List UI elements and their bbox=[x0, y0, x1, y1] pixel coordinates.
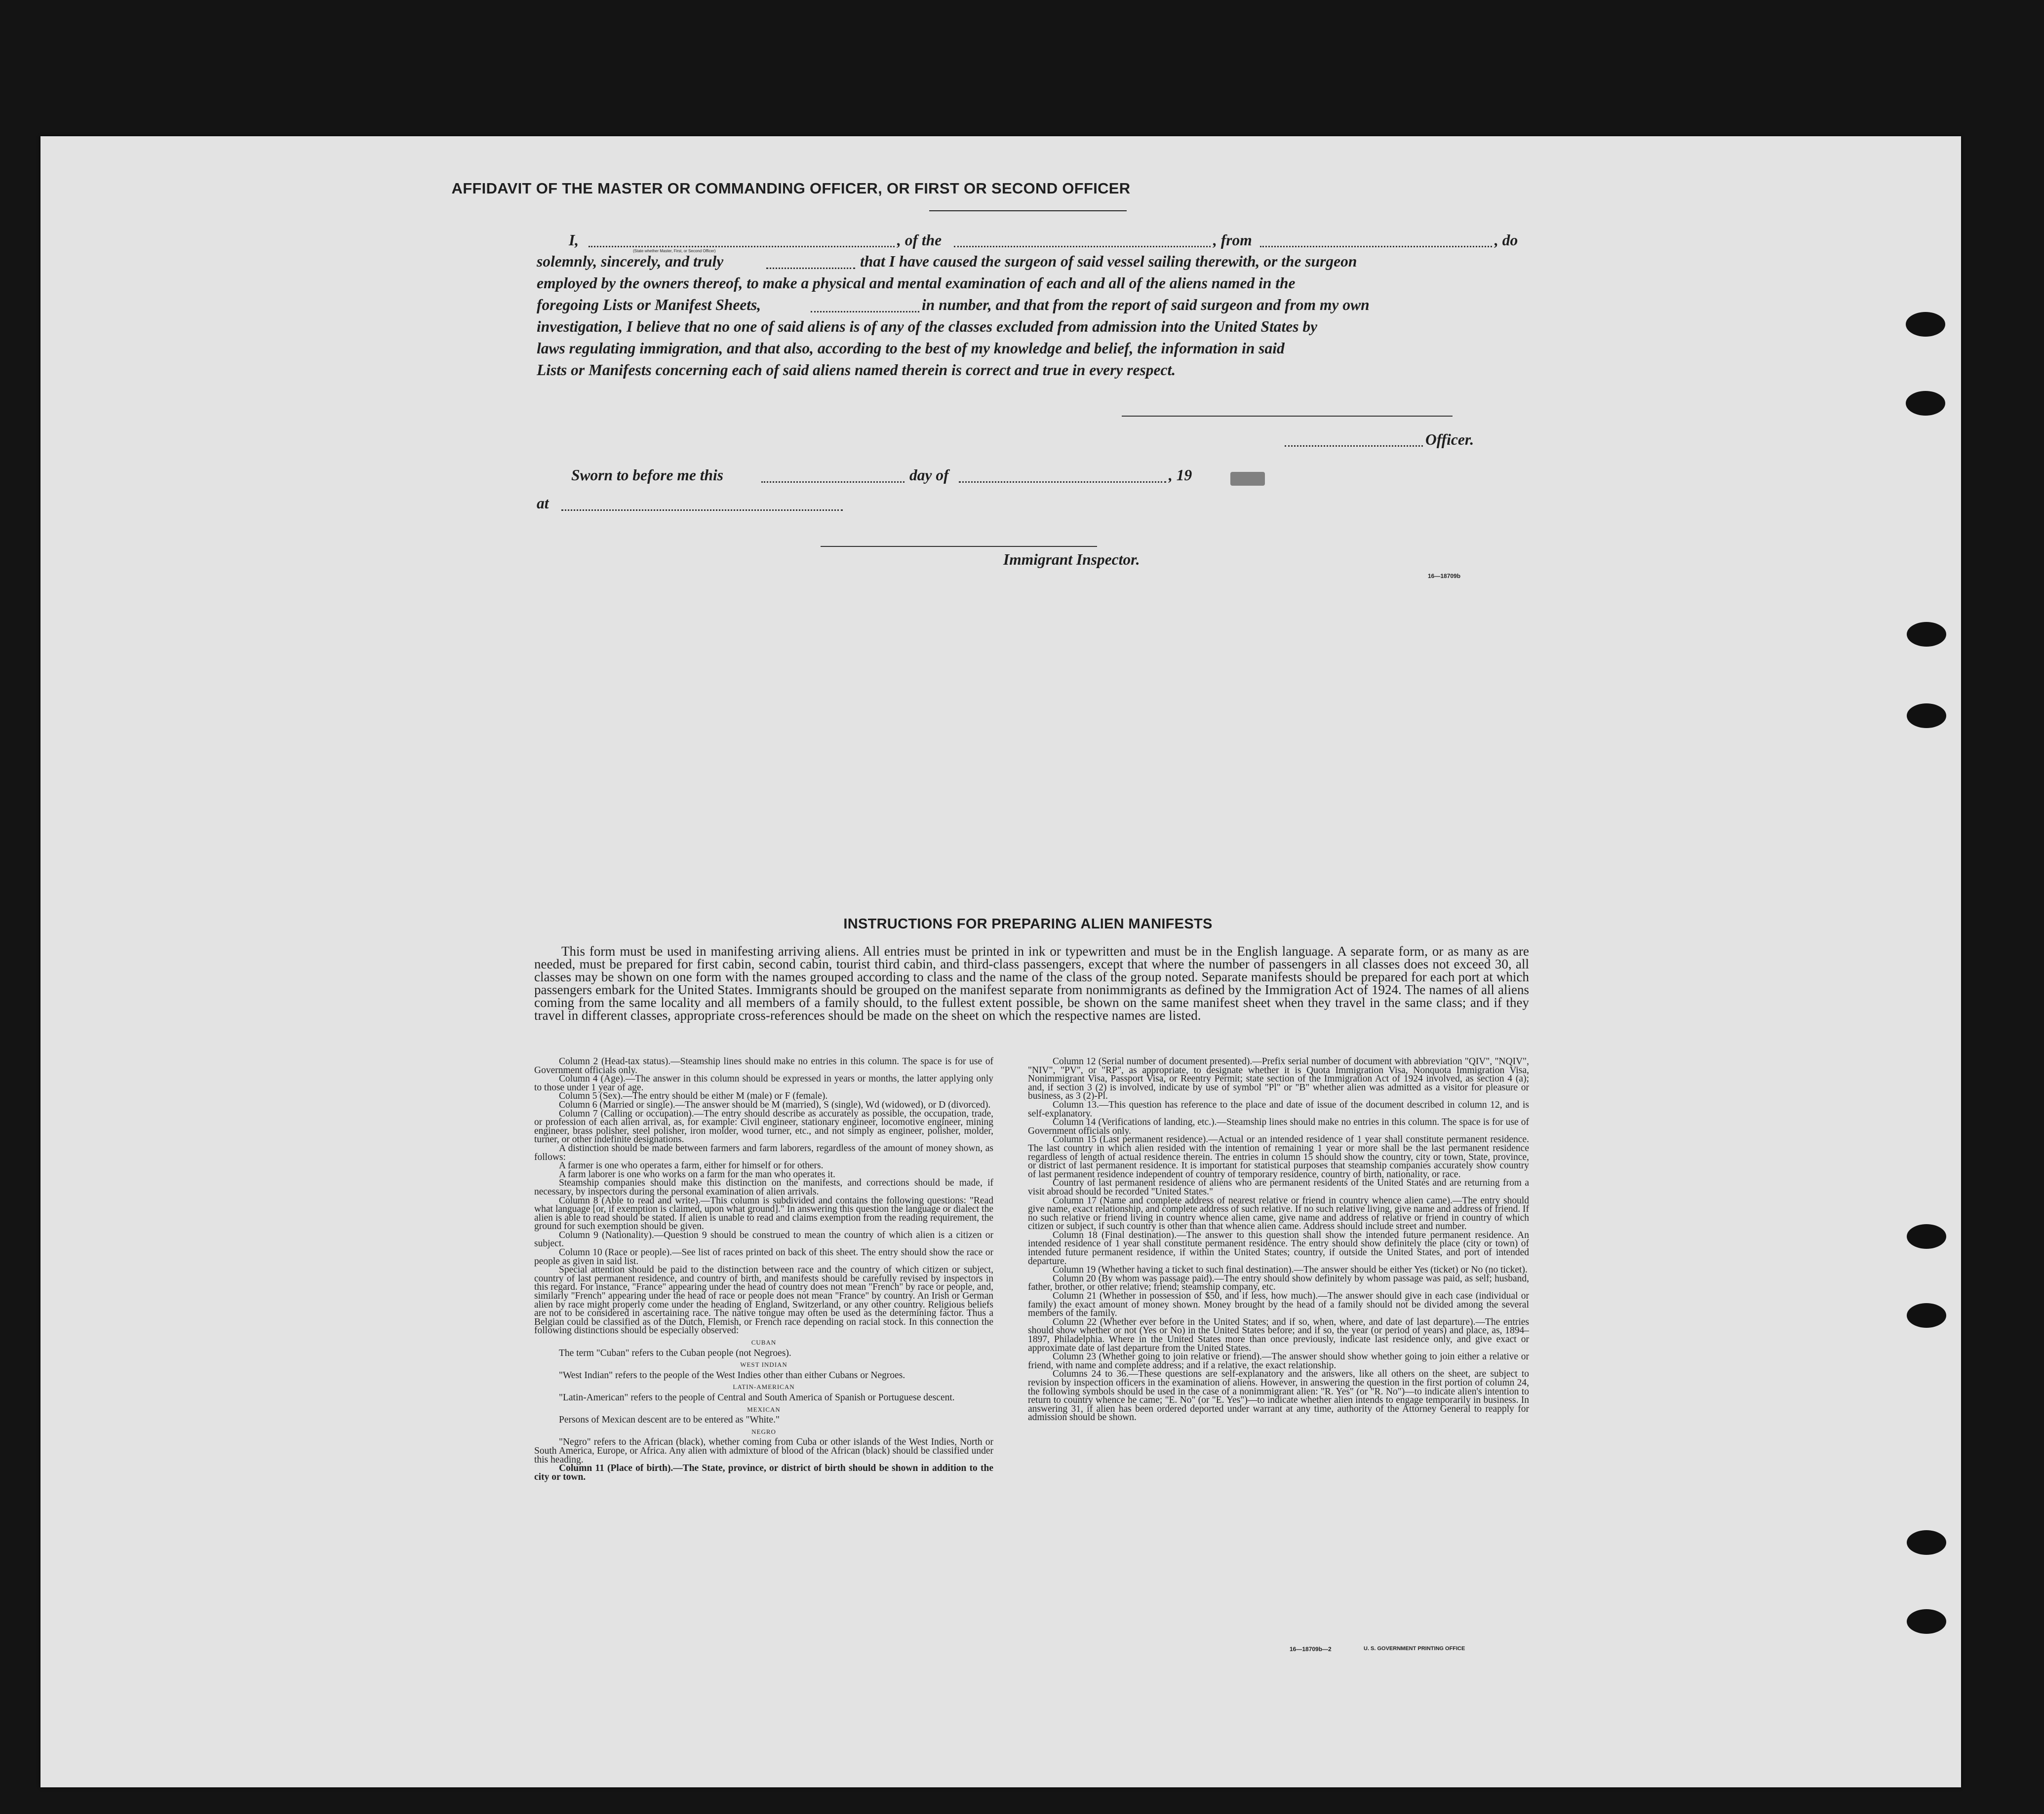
punch-hole bbox=[1906, 391, 1945, 416]
heading-west-indian: WEST INDIAN bbox=[740, 1361, 787, 1369]
right-para: Column 13.—This question has reference to the place and date of issue of the document described in column 12, and is self-explanatory. bbox=[1028, 1099, 1529, 1119]
right-para: Column 21 (Whether in possession of $50, and if less, how much).—The answer should give in each case (individual or family) the exact amount of money shown. Money brought by the head of a family should not be divided among the several members of the family. bbox=[1028, 1291, 1529, 1319]
date-blank bbox=[766, 268, 855, 269]
officer-label: Officer. bbox=[1425, 431, 1474, 448]
instructions-intro: This form must be used in manifesting arriving aliens. All entries must be printed in ink or typewritten and must be in the English language. A separate form, or as many as are needed, must be prepared for first cabin, second cabin, tourist third cabin, and third-class passengers, except that where the number of passengers in all classes does not exceed 30, all classes may be shown on one form with the names grouped according to class and the name of the class of the group noted. Separate manifests should be prepared for each port at which passengers embark for the United States. Immigrants should be grouped on the manifest separate from nonimmigrants as defined by the Immigration Act of 1924. The names of all aliens coming from the same locality and all members of a family should, to the fullest extent possible, be shown on the same manifest sheet when they travel in the same class; and if they travel in different classes, appropriate cross-references should be made on the sheet on which the respective names are listed. bbox=[534, 944, 1529, 1023]
place-blank bbox=[561, 509, 843, 511]
officer-title-blank bbox=[1285, 445, 1423, 447]
right-para: Column 22 (Whether ever before in the United States; and if so, when, where, and date of last departure).—The entries should show whether or not (Yes or No) in the United States before; and if so, the year (or period of years) and place, as, 1894–1897, Philadelphia. Where in the United States more than once previously, indicate last residence only, and give exact or approximate date of last departure from the United States. bbox=[1028, 1316, 1529, 1353]
form-code: 16—18709b bbox=[1428, 573, 1461, 579]
right-para: Column 20 (By whom was passage paid).—The entry should show definitely by whom passage was paid, as self; husband, father, brother, or other relative; friend; steamship company, etc. bbox=[1028, 1273, 1529, 1293]
punch-hole bbox=[1907, 1224, 1946, 1249]
left-para: Column 2 (Head-tax status).—Steamship lines should make no entries in this column. The space is for use of Government officials only. bbox=[534, 1056, 993, 1076]
signature-line bbox=[1122, 416, 1453, 417]
aff-do: , do bbox=[1494, 232, 1518, 249]
left-para: Steamship companies should make this distinction on the manifests, and corrections should be made, if necessary, by inspectors during the personal examination of alien arrivals. bbox=[534, 1178, 993, 1197]
left-para: Column 9 (Nationality).—Question 9 should be construed to mean the country of which alien is a citizen or subject. bbox=[534, 1230, 993, 1249]
aff-of-the: , of the bbox=[897, 232, 942, 249]
right-para: Column 15 (Last permanent residence).—Actual or an intended residence of 1 year shall constitute permanent residence. The last country in which alien resided with the intention of remaining 1 year or more shall be the last permanent residence regardless of length of actual residence therein. The entries in column 15 should show the country, city or town, State, province, or district of last permanent residence. It is important for statistical purposes that steamship companies accurately show country of last permanent residence independent of country of temporary residence, country of birth, nationality, or race. bbox=[1028, 1134, 1529, 1180]
heading-negro: NEGRO bbox=[751, 1428, 776, 1435]
right-para: Column 23 (Whether going to join relative or friend).—The answer should show whether going to join either a relative or friend, with name and complete address; and if a relative, the exact relationship. bbox=[1028, 1351, 1529, 1371]
at-text: at bbox=[537, 495, 549, 512]
right-para: Column 17 (Name and complete address of nearest relative or friend in country whence alien came).—The entry should give name, exact relationship, and complete address of such relative. If no such relative living, give name and address of friend. If no such relative or friend living in country whence alien came, give name and address of relative or friend in country of which citizen or subject, if such country is other than that whence alien came. Address should include street and number. bbox=[1028, 1195, 1529, 1232]
officer-rank-blank bbox=[589, 246, 895, 247]
punch-hole bbox=[1907, 703, 1946, 728]
cuban-para: The term "Cuban" refers to the Cuban people (not Negroes). bbox=[559, 1348, 791, 1358]
sworn-day-blank bbox=[761, 481, 904, 483]
punch-hole bbox=[1907, 1609, 1946, 1634]
left-para: Column 8 (Able to read and write).—This column is subdivided and contains the following questions: "Read what language [or, if exemption is claimed, upon what ground]." In answering this question the language or dialect the alien is able to read should be stated. If alien is unable to read and claims exemption from the reading requirement, the ground for such exemption should be given. bbox=[534, 1195, 993, 1232]
heading-mexican: MEXICAN bbox=[747, 1405, 781, 1413]
right-para: Country of last permanent residence of aliens who are permanent residents of the United States and are returning from a visit abroad should be recorded "United States." bbox=[1028, 1178, 1529, 1197]
instructions-right-column bbox=[1028, 1057, 1529, 1422]
heading-latin-american: LATIN-AMERICAN bbox=[733, 1383, 795, 1391]
aff-line2a: solemnly, sincerely, and truly bbox=[537, 253, 724, 270]
from-port-blank bbox=[1260, 246, 1492, 247]
right-para: Column 14 (Verifications of landing, etc.).—Steamship lines should make no entries in this column. The space is for use of Government officials only. bbox=[1028, 1117, 1529, 1136]
punch-hole bbox=[1907, 1303, 1946, 1328]
aff-line5: investigation, I believe that no one of said aliens is of any of the classes excluded from admission into the United States by bbox=[537, 318, 1318, 335]
right-para: Column 18 (Final destination).—The answer to this question shall show the intended future permanent residence. An intended residence of 1 year shall constitute permanent residence. The entry should show definitely the place (city or town) of intended future permanent residence, if within the United States; country, if outside the United States, and port of intended departure. bbox=[1028, 1230, 1529, 1267]
affidavit-title: AFFIDAVIT OF THE MASTER OR COMMANDING OFFICER, OR FIRST OR SECOND OFFICER bbox=[451, 180, 1131, 197]
heading-cuban: CUBAN bbox=[751, 1339, 777, 1346]
number-blank bbox=[811, 311, 919, 312]
aff-line6: laws regulating immigration, and that also, according to the best of my knowledge and belief, the information in said bbox=[537, 340, 1285, 357]
title-underline bbox=[929, 210, 1127, 211]
ink-smudge bbox=[1230, 472, 1265, 486]
west-indian-para: "West Indian" refers to the people of the West Indies other than either Cubans or Negroes. bbox=[559, 1370, 905, 1381]
negro-para: "Negro" refers to the African (black), whether coming from Cuba or other islands of the West Indies, North or South America, Europe, or Africa. Any alien with admixture of blood of the African (black) should be classified under this heading. bbox=[534, 1437, 993, 1465]
punch-hole bbox=[1907, 1530, 1946, 1555]
aff-i: I, bbox=[569, 232, 579, 249]
vessel-blank bbox=[954, 246, 1211, 247]
left-para: Special attention should be paid to the distinction between race and the country of which citizen or subject, country of last permanent residence, and country of birth, and manifests should be carefully revised by inspectors in this regard. For instance, "France" appearing under the head of country does not mean "French" by race or people, and, similarly "French" appearing under the head of race or people does not mean "France" by country. An Irish or German alien by race might properly come under the heading of England, Switzerland, or any other country. Religious beliefs are not to be considered in ascertaining race. The native tongue may often be used as the determining factor. Thus a Belgian could be classified as of the Dutch, Flemish, or French race depending on racial stock. In this connection the following distinctions should be especially observed: bbox=[534, 1265, 993, 1336]
left-para: A farmer is one who operates a farm, either for himself or for others. bbox=[559, 1160, 824, 1171]
right-para: Columns 24 to 36.—These questions are self-explanatory and the answers, like all others on the sheet, are subject to revision by inspection officers in the examination of aliens. However, in answering the question in the first portion of column 24, the following symbols should be used in the case of a nonimmigrant alien: "R. Yes" (or "R. No")—to indicate alien's intention to return to country whence he came; "E. No" (or "E. Yes")—to indicate whether alien intends to engage temporarily in business. In answering 31, if alien has been ordered deported under warrant at any time, authority of the Attorney General to reapply for admission should be shown. bbox=[1028, 1369, 1529, 1423]
instructions-title: INSTRUCTIONS FOR PREPARING ALIEN MANIFESTS bbox=[843, 916, 1213, 932]
aff-line3: employed by the owners thereof, to make a physical and mental examination of each and all of the aliens named in the bbox=[537, 274, 1296, 292]
manifest-back-sheet bbox=[40, 136, 1961, 1787]
punch-hole bbox=[1907, 622, 1946, 647]
latin-american-para: "Latin-American" refers to the people of Central and South America of Spanish or Portuguese descent. bbox=[559, 1392, 955, 1403]
left-para: A distinction should be made between farmers and farm laborers, regardless of the amount of money shown, as follows: bbox=[534, 1143, 993, 1162]
column-11-para: Column 11 (Place of birth).—The State, province, or district of birth should be shown in addition to the city or town. bbox=[534, 1463, 993, 1482]
mexican-para: Persons of Mexican descent are to be entered as "White." bbox=[559, 1415, 780, 1426]
left-para: Column 6 (Married or single).—The answer should be M (married), S (single), Wd (widowed), or D (divorced). bbox=[559, 1099, 991, 1110]
left-para: Column 4 (Age).—The answer in this column should be expressed in years or months, the latter applying only to those under 1 year of age. bbox=[534, 1074, 993, 1093]
aff-line2b: that I have caused the surgeon of said vessel sailing therewith, or the surgeon bbox=[860, 253, 1357, 270]
sworn-month-blank bbox=[959, 481, 1166, 483]
inspector-signature-line bbox=[821, 546, 1097, 547]
year-text: , 19 bbox=[1169, 466, 1192, 484]
state-note: (State whether Master, First, or Second Officer) bbox=[633, 249, 716, 253]
left-para: Column 7 (Calling or occupation).—The entry should describe as accurately as possible, the occupation, trade, or profession of each alien arrival, as, for example: Civil engineer, stationary engineer, locomotive engineer, mining engineer, brass polisher, steel polisher, iron molder, wood turner, etc., and not simply as engineer, polisher, molder, turner, or other indefinite designations. bbox=[534, 1108, 993, 1145]
instructions-left-column bbox=[534, 1057, 993, 1481]
left-para: A farm laborer is one who works on a farm for the man who operates it. bbox=[559, 1169, 835, 1180]
aff-line7: Lists or Manifests concerning each of said aliens named therein is correct and true in every respect. bbox=[537, 361, 1176, 379]
left-para: Column 10 (Race or people).—See list of races printed on back of this sheet. The entry should show the race or people as given in said list. bbox=[534, 1247, 993, 1267]
punch-hole bbox=[1906, 312, 1945, 337]
aff-line4a: foregoing Lists or Manifest Sheets, bbox=[537, 296, 761, 313]
sworn-text: Sworn to before me this bbox=[571, 466, 724, 484]
aff-line4b: in number, and that from the report of said surgeon and from my own bbox=[922, 296, 1370, 313]
left-para: Column 5 (Sex).—The entry should be either M (male) or F (female). bbox=[559, 1091, 828, 1102]
aff-from: , from bbox=[1213, 232, 1252, 249]
right-para: Column 19 (Whether having a ticket to such final destination).—The answer should be either Yes (ticket) or No (no ticket). bbox=[1053, 1265, 1528, 1275]
day-of-text: day of bbox=[909, 466, 949, 484]
footer-printing-office: U. S. GOVERNMENT PRINTING OFFICE bbox=[1364, 1646, 1465, 1652]
footer-form-code: 16—18709b—2 bbox=[1290, 1646, 1332, 1653]
right-para: Column 12 (Serial number of document presented).—Prefix serial number of document with abbreviation "QIV", "NQIV", "NIV", "PV", or "RP", as appropriate, to designate whether it is Quota Immigration Visa, Nonquota Immigration Visa, Nonimmigrant Visa, Passport Visa, or Reentry Permit; state section of the Immigration Act of 1924 involved, as section 4 (a); and, if section 3 (2) is involved, indicate by use of symbol "Pl" or "B" whether alien was admitted as a visitor for pleasure or business, as 3 (2)-Pl. bbox=[1028, 1056, 1529, 1102]
inspector-label: Immigrant Inspector. bbox=[1003, 551, 1140, 568]
